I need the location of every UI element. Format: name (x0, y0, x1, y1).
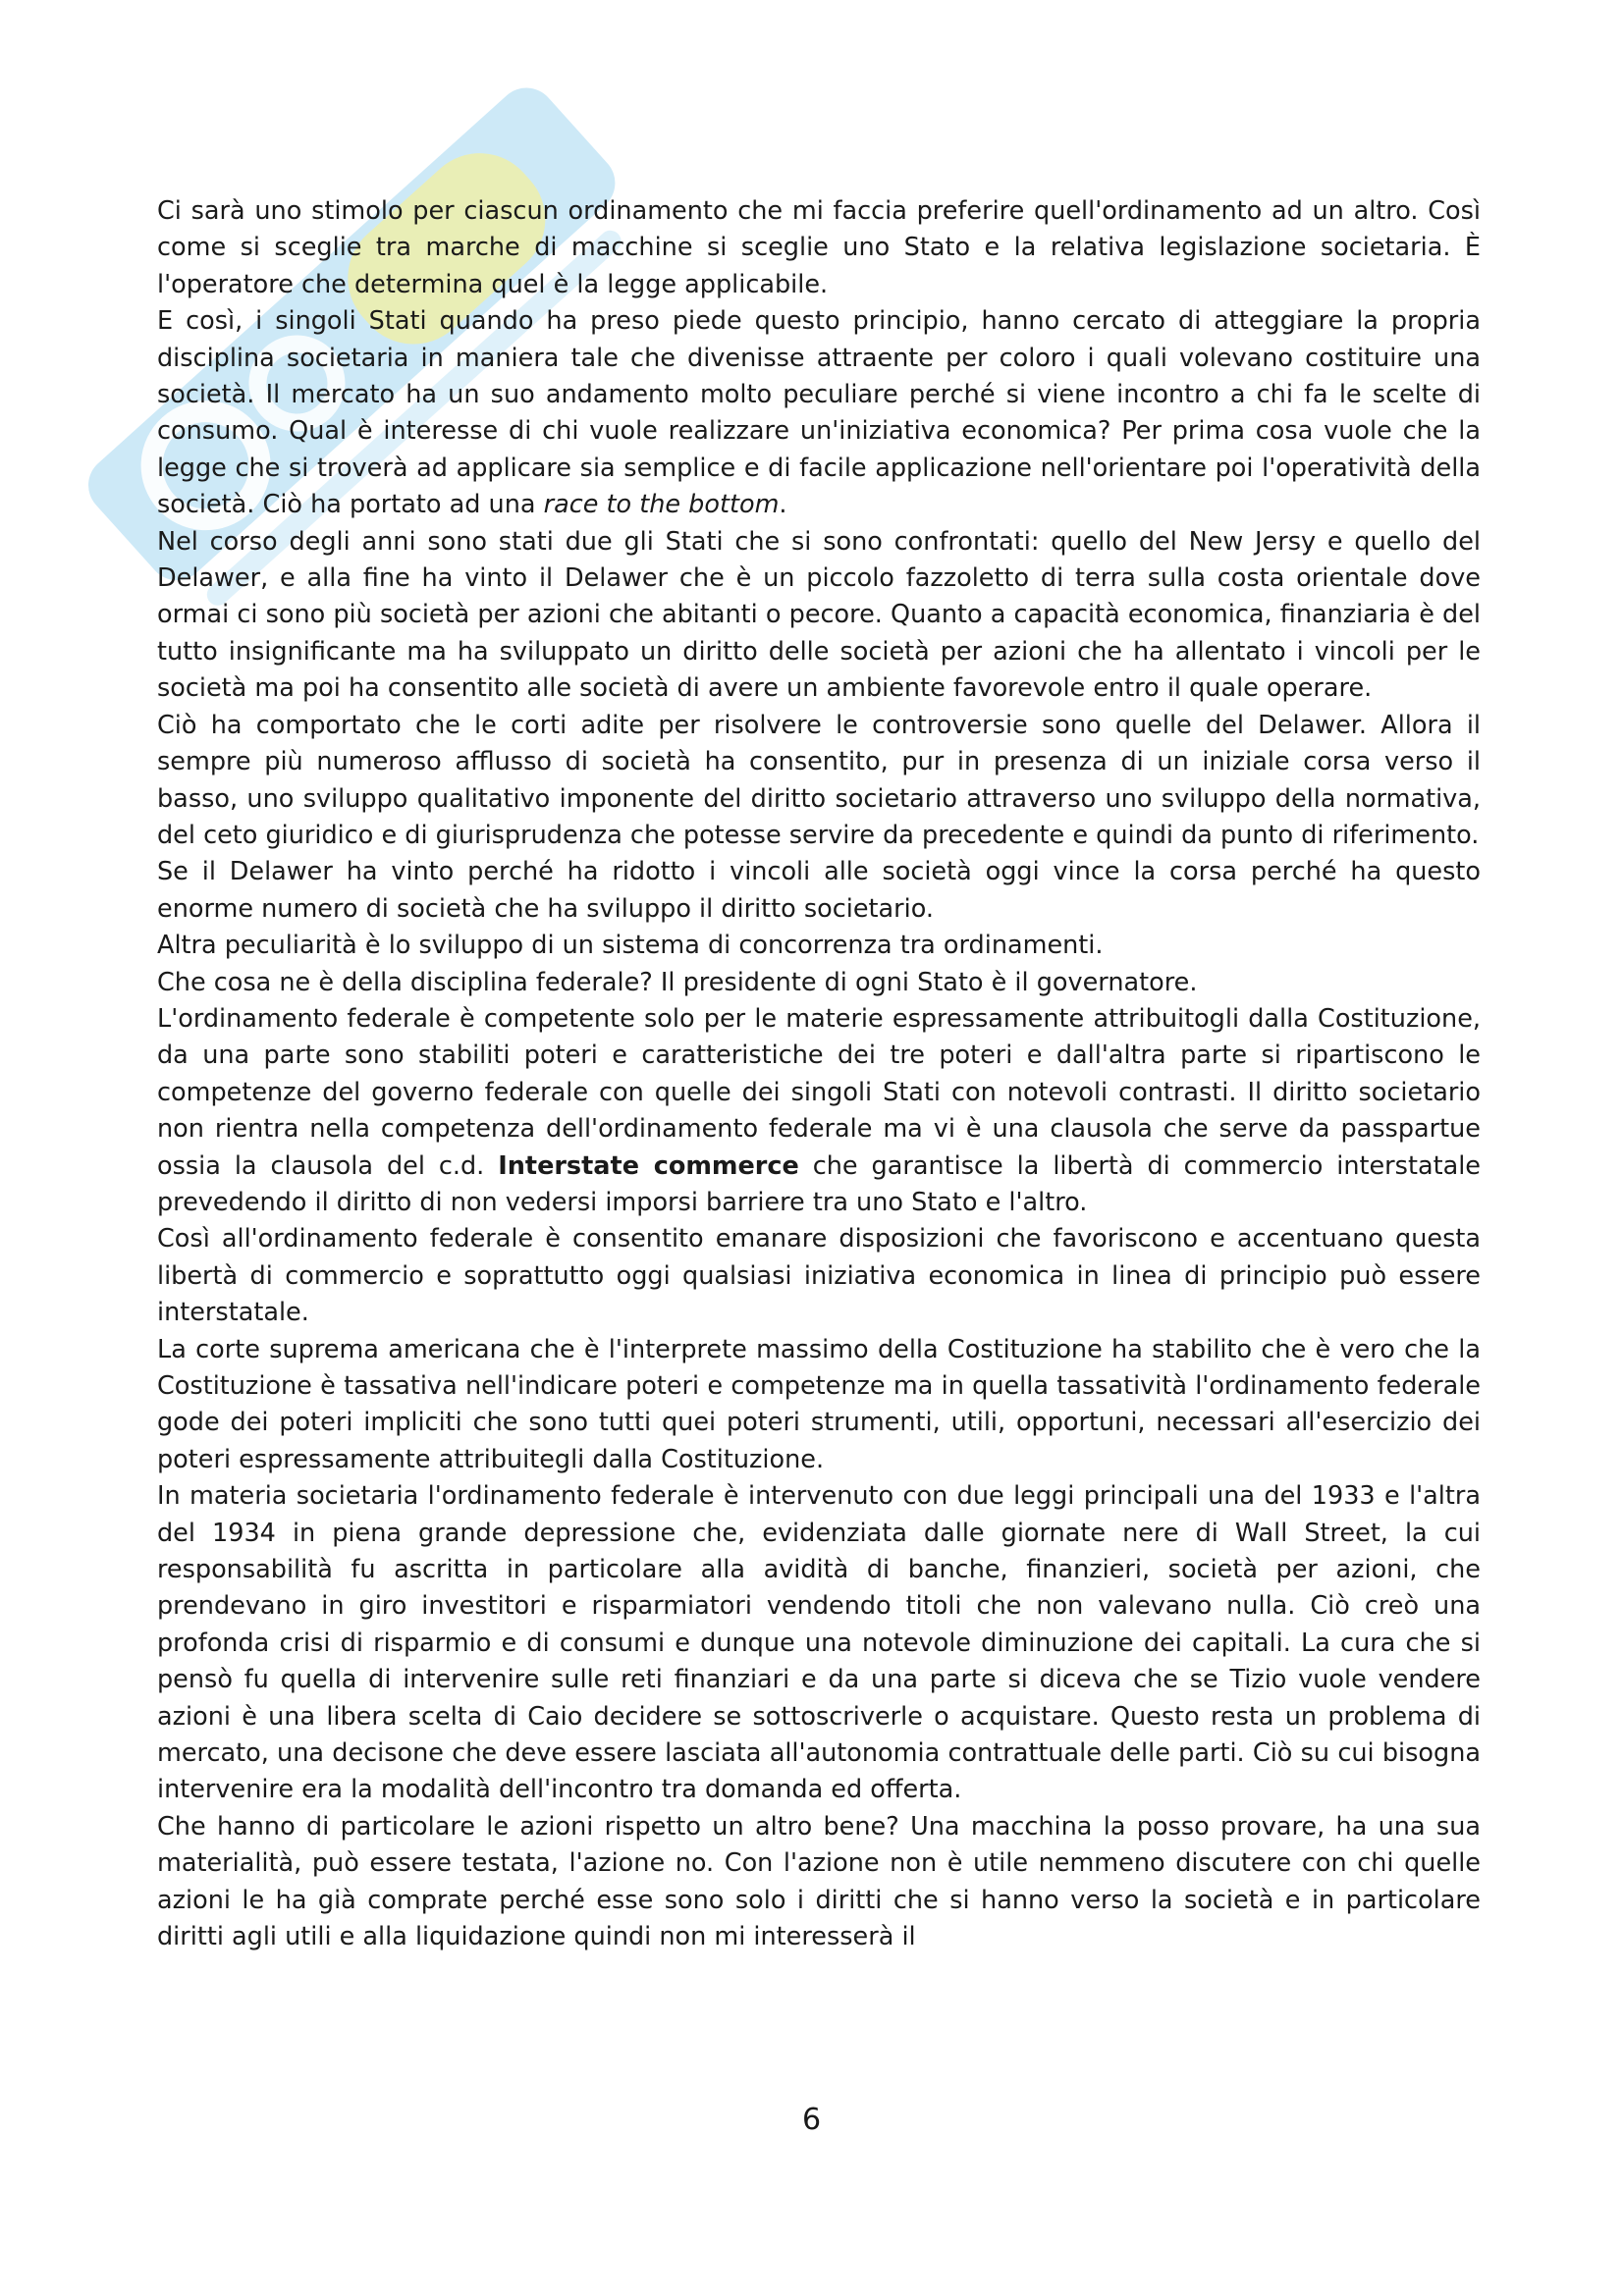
document-body (157, 193, 1481, 1956)
paragraph-text: Che cosa ne è della disciplina federale? Il presidente di ogni Stato è il governatore. (157, 967, 1198, 997)
paragraph-text: L'ordinamento federale è competente solo per le materie espressamente attribuitogli dalla Costituzione, da una parte sono stabiliti poteri e caratteristiche dei tre poteri e dall'altra parte si ripartiscono le competenze del governo federale con quelle dei singoli Stati con notevoli contrasti. Il diritto societario non rientra nella competenza dell'ordinamento federale ma vi è una clausola che serve da passpartue ossia la clausola del c.d. (157, 1003, 1481, 1181)
paragraph-text: . (779, 490, 787, 520)
paragraph (157, 928, 1481, 964)
paragraph-text: Che hanno di particolare le azioni rispetto un altro bene? Una macchina la posso provare, ha una sua materialità, può essere testata, l'azione no. Con l'azione non è utile nemmeno discutere con chi quelle azioni le ha già comprate perché esse sono solo i diritti che si hanno verso la società e in particolare diritti agli utili e alla liquidazione quindi non mi interesserà il (157, 1811, 1481, 1952)
paragraph (157, 854, 1481, 928)
paragraph (157, 524, 1481, 708)
paragraph-text: Così all'ordinamento federale è consentito emanare disposizioni che favoriscono e accentuano questa libertà di commercio e soprattutto oggi qualsiasi iniziativa economica in linea di principio può essere interstatale. (157, 1224, 1481, 1328)
paragraph-text: Nel corso degli anni sono stati due gli Stati che si sono confrontati: quello del New Jersy e quello del Delawer, e alla fine ha vinto il Delawer che è un piccolo fazzoletto di terra sulla costa orientale dove ormai ci sono più società per azioni che abitanti o pecore. Quanto a capacità economica, finanziaria è del tutto insignificante ma ha sviluppato un diritto delle società per azioni che ha allentato i vincoli per le società ma poi ha consentito alle società di avere un ambiente favorevole entro il quale operare. (157, 526, 1481, 704)
page-number: 6 (801, 2103, 822, 2137)
italic-text: race to the bottom (543, 490, 780, 520)
paragraph (157, 193, 1481, 303)
paragraph-text: Se il Delawer ha vinto perché ha ridotto i vincoli alle società oggi vince la corsa perché ha questo enorme numero di società che ha sviluppo il diritto societario. (157, 857, 1481, 924)
paragraph (157, 303, 1481, 523)
paragraph (157, 1221, 1481, 1331)
paragraph (157, 1809, 1481, 1956)
bold-text: Interstate commerce (498, 1150, 799, 1181)
paragraph (157, 1478, 1481, 1809)
paragraph-text: La corte suprema americana che è l'interprete massimo della Costituzione ha stabilito che è vero che la Costituzione è tassativa nell'indicare poteri e competenze ma in quella tassatività l'ordinamento federale gode dei poteri impliciti che sono tutti quei poteri strumenti, utili, opportuni, necessari all'esercizio dei poteri espressamente attribuitegli dalla Costituzione. (157, 1334, 1481, 1474)
paragraph-text: Ciò ha comportato che le corti adite per risolvere le controversie sono quelle del Delawer. Allora il sempre più numeroso afflusso di società ha consentito, pur in presenza di un iniziale corsa verso il basso, uno sviluppo qualitativo imponente del diritto societario attraverso uno sviluppo della normativa, del ceto giuridico e di giurisprudenza che potesse servire da precedente e quindi da punto di riferimento. (157, 710, 1481, 850)
paragraph-text: Altra peculiarità è lo sviluppo di un sistema di concorrenza tra ordinamenti. (157, 931, 1104, 961)
paragraph (157, 965, 1481, 1001)
paragraph-text: Ci sarà uno stimolo per ciascun ordinamento che mi faccia preferire quell'ordinamento ad un altro. Così come si sceglie tra marche di macchine si sceglie uno Stato e la relativa legislazione societaria. È l'operatore che determina quel è la legge applicabile. (157, 196, 1481, 299)
paragraph (157, 1001, 1481, 1221)
paragraph-text: E così, i singoli Stati quando ha preso piede questo principio, hanno cercato di atteggiare la propria disciplina societaria in maniera tale che divenisse attraente per coloro i quali volevano costituire una società. Il mercato ha un suo andamento molto peculiare perché si viene incontro a chi fa le scelte di consumo. Qual è interesse di chi vuole realizzare un'iniziativa economica? Per prima cosa vuole che la legge che si troverà ad applicare sia semplice e di facile applicazione nell'orientare poi l'operatività della società. Ciò ha portato ad una (157, 306, 1481, 520)
paragraph-text: che garantisce la libertà di commercio interstatale prevedendo il diritto di non vedersi imporsi barriere tra uno Stato e l'altro. (157, 1150, 1481, 1217)
paragraph-text: In materia societaria l'ordinamento federale è intervenuto con due leggi principali una del 1933 e l'altra del 1934 in piena grande depressione che, evidenziata dalle giornate nere di Wall Street, la cui responsabilità fu ascritta in particolare alla avidità di banche, finanzieri, società per azioni, che prendevano in giro investitori e risparmiatori vendendo titoli che non valevano nulla. Ciò creò una profonda crisi di risparmio e di consumi e dunque una notevole diminuzione dei capitali. La cura che si pensò fu quella di intervenire sulle reti finanziari e da una parte si diceva che se Tizio vuole vendere azioni è una libera scelta di Caio decidere se sottoscriverle o acquistare. Questo resta un problema di mercato, una decisone che deve essere lasciata all'autonomia contrattuale delle parti. Ciò su cui bisogna intervenire era la modalità dell'incontro tra domanda ed offerta. (157, 1481, 1481, 1805)
paragraph (157, 708, 1481, 855)
paragraph (157, 1332, 1481, 1479)
